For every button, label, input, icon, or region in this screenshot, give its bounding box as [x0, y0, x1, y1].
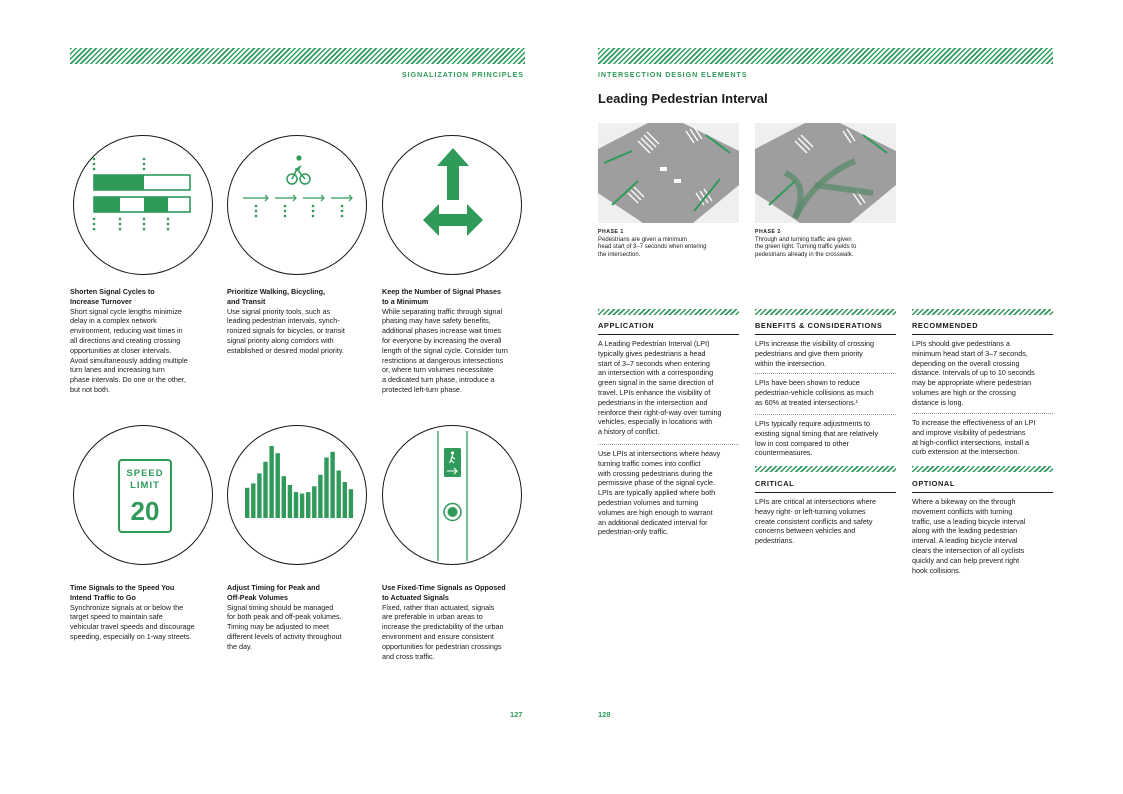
column-hatch-application	[598, 309, 739, 315]
block-heading: Use Fixed-Time Signals as Opposed to Actuated Signals	[382, 583, 506, 602]
volume-bar	[343, 482, 347, 518]
section-label: INTERSECTION DESIGN ELEMENTS	[598, 70, 748, 79]
optional-rule	[912, 492, 1053, 493]
page-number: 127	[510, 710, 523, 719]
column-hatch-optional	[912, 466, 1053, 472]
bicycle-priority-icon	[227, 135, 367, 275]
benefits-separator-1	[755, 373, 896, 374]
phase-label: PHASE 2	[755, 229, 781, 235]
volume-bar	[257, 473, 261, 518]
header-hatch-band	[598, 48, 1053, 64]
page-title: Leading Pedestrian Interval	[598, 91, 768, 106]
application-heading: APPLICATION	[598, 321, 655, 330]
benefits-paragraph-1: LPIs increase the visibility of crossing pedestrians and give them priority within the intersection.	[755, 339, 875, 368]
benefits-rule	[755, 334, 896, 335]
speed-sign-number: 20	[130, 496, 160, 526]
text-block-shorten-cycles	[70, 287, 215, 395]
block-heading: Shorten Signal Cycles to Increase Turnover	[70, 287, 155, 306]
block-body: Use signal priority tools, such as leading pedestrian intervals, synch- ronized signals for bicycles, or transit signal priority along corridors with established or desired modal priority.	[227, 306, 345, 355]
block-body: Fixed, rather than actuated, signals are preferable in urban areas to increase the predictability of the urban environment and ensure consistent opportunities for pedestrian crossings and cross traffic.	[382, 602, 504, 661]
section-label: SIGNALIZATION PRINCIPLES	[401, 70, 524, 79]
peak-volume-bars-icon	[227, 425, 367, 565]
volume-bar	[330, 452, 334, 518]
critical-paragraph-1: LPIs are critical at intersections where heavy right- or left-turning volumes create consistent conflicts and safety concerns between vehicles and pedestrians.	[755, 497, 877, 546]
pedestrian-signal-icon	[382, 425, 522, 565]
block-heading: Adjust Timing for Peak and Off-Peak Volumes	[227, 583, 320, 602]
volume-bar	[282, 476, 286, 518]
column-hatch-benefits	[755, 309, 896, 315]
volume-bar	[349, 489, 353, 518]
volume-bar	[294, 492, 298, 518]
text-block-adjust-timing	[227, 583, 372, 652]
phase-label: PHASE 1	[598, 229, 624, 235]
phase-text: Pedestrians are given a minimum head start of 3–7 seconds when entering the intersection.	[598, 236, 707, 258]
application-paragraph-1: A Leading Pedestrian Interval (LPI) typically gives pedestrians a head start of 3–7 seconds when entering an intersection with a corresponding green signal in the same direction of travel. LPIs enhance the visibility of pedestrians in the intersection and reinforce their right-of-way over turning vehicles, especially in locations with a history of conflict.	[598, 339, 722, 437]
volume-bar	[306, 492, 310, 518]
phase-1-caption	[598, 229, 758, 259]
volume-bar	[251, 483, 255, 518]
recommended-heading: RECOMMENDED	[912, 321, 979, 330]
application-separator	[598, 444, 739, 445]
block-heading: Time Signals to the Speed You Intend Traffic to Go	[70, 583, 175, 602]
text-block-prioritize	[227, 287, 372, 356]
volume-bar	[318, 475, 322, 518]
speed-sign-line1: SPEED	[126, 468, 164, 479]
column-hatch-recommended	[912, 309, 1053, 315]
text-block-time-signals	[70, 583, 215, 642]
phase-2-illustration	[755, 123, 896, 223]
volume-bar	[269, 446, 273, 518]
volume-bar	[288, 485, 292, 518]
application-paragraph-2: Use LPIs at intersections where heavy turning traffic comes into conflict with crossing pedestrians during the permissive phase of the signal cycle. LPIs are typically applied where both pedestrian volumes and turning volumes are high enough to warrant an additional dedicated interval for pedestrian-only traffic.	[598, 449, 721, 537]
block-body: Synchronize signals at or below the target speed to maintain safe vehicular travel speeds and discourage speeding, especially on 1-way streets.	[70, 602, 195, 641]
benefits-paragraph-3: LPIs typically require adjustments to existing signal timing that are relatively low in cost compared to other countermeasures.	[755, 419, 879, 458]
recommended-rule	[912, 334, 1053, 335]
benefits-separator-2	[755, 414, 896, 415]
column-hatch-critical	[755, 466, 896, 472]
optional-heading: OPTIONAL	[912, 479, 955, 488]
volume-bar	[337, 471, 341, 519]
benefits-paragraph-2: LPIs have been shown to reduce pedestrian-vehicle collisions as much as 60% at treated intersections.¹	[755, 378, 874, 407]
block-body: Signal timing should be managed for both peak and off-peak volumes. Timing may be adjusted to meet different levels of activity throughout the day.	[227, 602, 342, 651]
critical-rule	[755, 492, 896, 493]
recommended-paragraph-2: To increase the effectiveness of an LPI and improve visibility of pedestrians at high-conflict intersections, install a curb extension at the intersection.	[912, 418, 1036, 457]
text-block-phases	[382, 287, 532, 395]
signal-cycle-bars-icon	[73, 135, 213, 275]
right-page	[561, 0, 1123, 794]
block-body: Short signal cycle lengths minimize delay in a complex network environment, reducing wait times in all directions and creating crossing opportunities at closer intervals. Avoid simultaneously adding multiple turn lanes and increasing turn phase intervals. Do one or the other, but not both.	[70, 306, 188, 394]
application-rule	[598, 334, 739, 335]
benefits-heading: BENEFITS & CONSIDERATIONS	[755, 321, 883, 330]
phase-1-illustration	[598, 123, 739, 223]
left-page	[0, 0, 561, 794]
phase-2-caption	[755, 229, 915, 259]
recommended-separator	[912, 413, 1053, 414]
header-hatch-band	[70, 48, 525, 64]
phase-text: Through and turning traffic are given the green light. Turning traffic yields to pedestrians already in the crosswalk.	[755, 236, 857, 258]
recommended-paragraph-1: LPIs should give pedestrians a minimum head start of 3–7 seconds, depending on the overall crossing distance. Intervals of up to 10 seconds may be appropriate where pedestrian volumes are high or the crossing distance is long.	[912, 339, 1035, 407]
block-heading: Prioritize Walking, Bicycling, and Transit	[227, 287, 325, 306]
volume-bar	[263, 462, 267, 518]
speed-limit-sign-icon	[73, 425, 213, 565]
volume-bar	[324, 458, 328, 519]
volume-bar	[300, 494, 304, 519]
volume-bar	[245, 488, 249, 518]
signal-phases-arrows-icon	[382, 135, 522, 275]
page-number: 128	[598, 710, 611, 719]
critical-heading: CRITICAL	[755, 479, 795, 488]
volume-bar	[276, 453, 280, 518]
volume-bar	[312, 486, 316, 518]
block-body: While separating traffic through signal phasing may have safety benefits, additional phases increase wait times for everyone by increasing the overall length of the signal cycle. Consider turn restrictions at dangerous intersections or, where turn volumes necessitate a dedicated turn phase, introduce a protected left-turn phase.	[382, 306, 508, 394]
block-heading: Keep the Number of Signal Phases to a Minimum	[382, 287, 502, 306]
text-block-fixed-time	[382, 583, 532, 661]
optional-paragraph-1: Where a bikeway on the through movement conflicts with turning traffic, use a leading bicycle interval along with the leading pedestrian interval. A leading bicycle interval clears the intersection of all cyclists quickly and can help prevent right hook collisions.	[912, 497, 1026, 575]
speed-sign-line2: LIMIT	[130, 480, 160, 491]
